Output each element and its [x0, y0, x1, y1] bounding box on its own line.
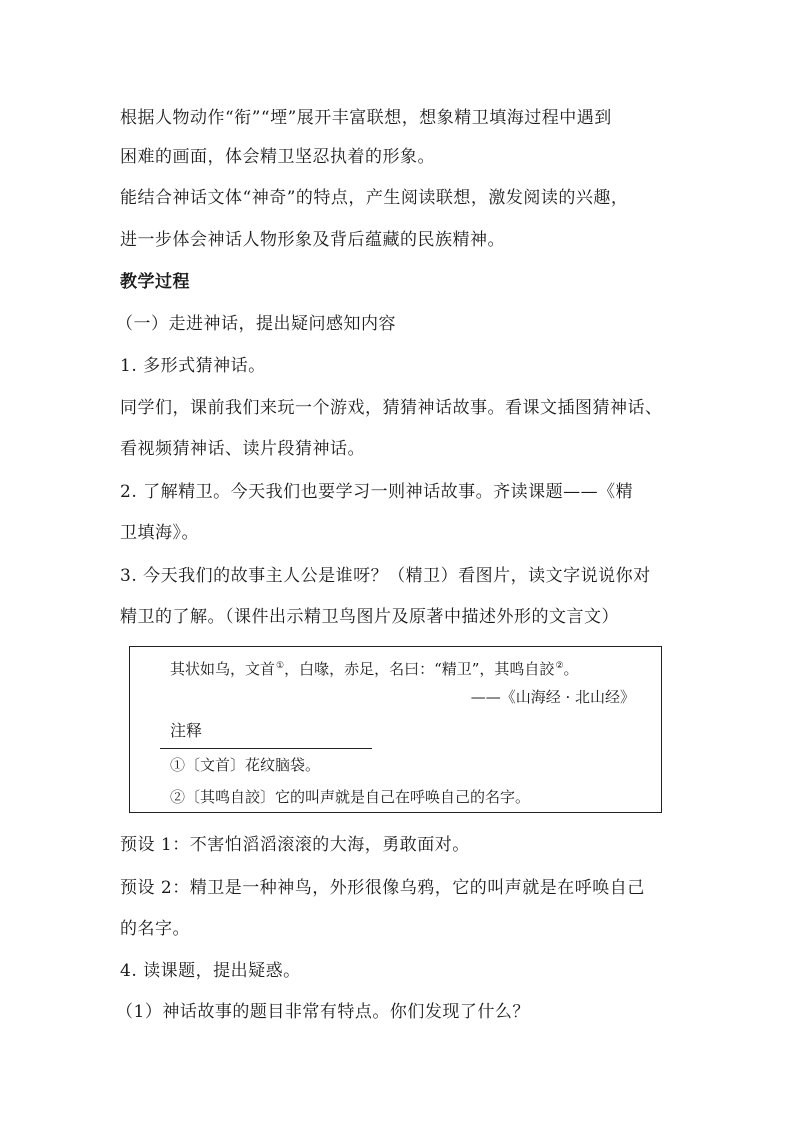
preset-1: 预设 1：不害怕滔滔滚滚的大海，勇敢面对。	[120, 835, 470, 855]
classical-text-box	[129, 646, 662, 813]
section-title: （一）走进神话，提出疑问感知内容	[116, 314, 396, 334]
quote-source: ——《山海经 · 北山经》	[470, 688, 635, 706]
step-2-line-2: 卫填海》。	[120, 523, 199, 543]
step-3-line-2: 精卫的了解。（课件出示精卫鸟图片及原著中描述外形的文言文）	[120, 607, 619, 627]
notes-divider	[160, 748, 372, 749]
notes-title: 注释	[170, 721, 203, 740]
step-3-line-1: 3. 今天我们的故事主人公是谁呀？（精卫）看图片，读文字说说你对	[120, 566, 651, 586]
step-1-body-line-2: 看视频猜神话、读片段猜神话。	[120, 439, 365, 459]
note-2: ②〔其鸣自詨〕它的叫声就是自己在呼唤自己的名字。	[170, 788, 531, 806]
step-1-title: 1. 多形式猜神话。	[120, 356, 266, 376]
step-4-sub-1: （1）神话故事的题目非常有特点。你们发现了什么？	[116, 1002, 530, 1022]
step-4-title: 4. 读课题，提出疑惑。	[120, 961, 301, 981]
classical-quote: 其状如乌，文首①，白喙，赤足，名曰：“精卫”，其鸣自詨②。	[170, 660, 579, 678]
preset-2-line-1: 预设 2：精卫是一种神鸟，外形很像乌鸦，它的叫声就是在呼唤自己	[120, 878, 645, 898]
objective-line-4: 进一步体会神话人物形象及背后蕴藏的民族精神。	[120, 230, 505, 250]
objective-line-3: 能结合神话文体“神奇”的特点，产生阅读联想，激发阅读的兴趣，	[120, 188, 629, 208]
step-1-body-line-1: 同学们，课前我们来玩一个游戏，猜猜神话故事。看课文插图猜神话、	[120, 398, 663, 418]
step-2-line-1: 2. 了解精卫。今天我们也要学习一则神话故事。齐读课题——《精	[120, 482, 634, 502]
note-1: ①〔文首〕花纹脑袋。	[170, 756, 321, 774]
section-heading: 教学过程	[120, 272, 190, 292]
preset-2-line-2: 的名字。	[120, 919, 190, 939]
objective-line-2: 困难的画面，体会精卫坚忍执着的形象。	[120, 147, 435, 167]
objective-line-1: 根据人物动作“衔”“堙”展开丰富联想，想象精卫填海过程中遇到	[120, 108, 612, 128]
